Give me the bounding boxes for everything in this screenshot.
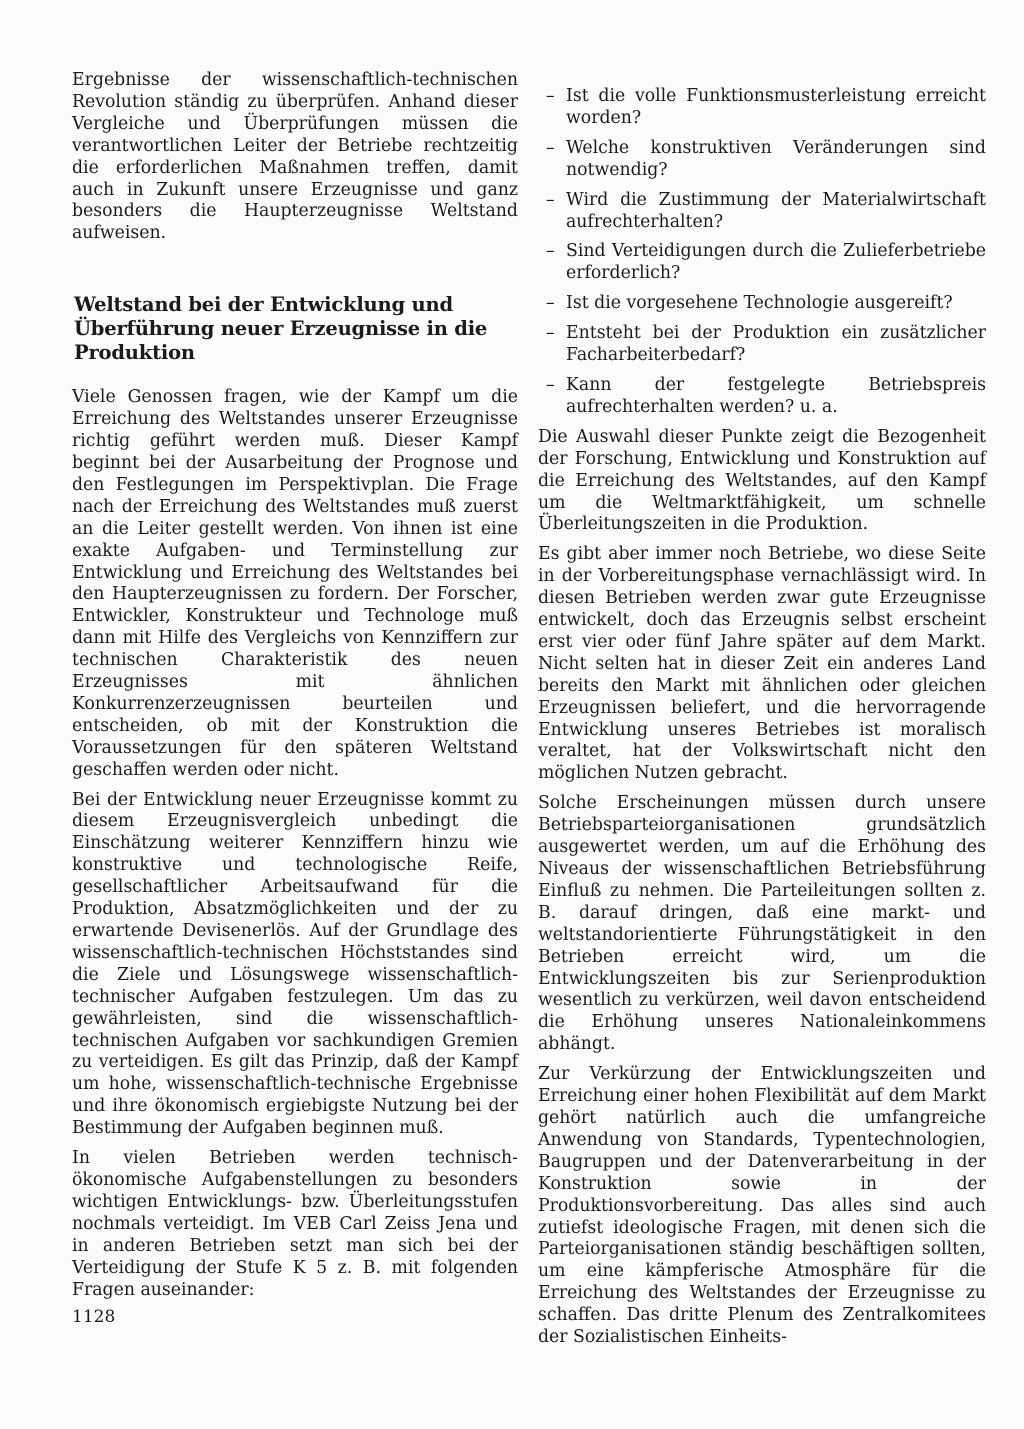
paragraph: Es gibt aber immer noch Betriebe, wo diese Seite in der Vorbereitungsphase vernachlässigt wird. In diesen Betrieben werden zwar gute Erzeugnisse entwickelt, doch das Erzeugnis selbst erscheint erst vier oder fünf Jahre später auf dem Markt. Nicht selten hat in dieser Zeit ein anderes Land bereits den Markt mit ähnlichen oder gleichen Erzeugnissen beliefert, und die hervorragende Entwicklung unseres Betriebes ist moralisch veraltet, hat der Volkswirtschaft nicht den möglichen Nutzen gebracht. [538, 544, 986, 784]
list-item: – Ist die volle Funktionsmusterleistung erreicht worden? [538, 86, 986, 130]
question-list [538, 86, 986, 419]
left-column [72, 70, 518, 1309]
paragraph: Solche Erscheinungen müssen durch unsere Betriebsparteiorganisationen grundsätzlich ausgewertet werden, um auf die Erhöhung des Niveaus der wissenschaftlichen Betriebsführung Einfluß zu nehmen. Die Parteileitungen sollten z. B. darauf dringen, daß eine markt- und weltstandorientierte Führungstätigkeit in den Betrieben erreicht wird, um die Entwicklungszeiten bis zur Serienproduktion wesentlich zu verkürzen, weil davon entscheidend die Erhöhung unseres Nationaleinkommens abhängt. [538, 793, 986, 1055]
paragraph: Viele Genossen fragen, wie der Kampf um die Erreichung des Weltstandes unserer Erzeugnisse richtig geführt werden muß. Dieser Kampf beginnt bei der Ausarbeitung der Prognose und den Festlegungen im Perspektivplan. Die Frage nach der Erreichung des Weltstandes muß zuerst an die Leiter gestellt werden. Von ihnen ist eine exakte Aufgaben- und Terminstellung zur Entwicklung und Erreichung des Weltstandes bei den Haupterzeugnissen zu fordern. Der Forscher, Entwickler, Konstrukteur und Technologe muß dann mit Hilfe des Vergleichs von Kennziffern zur technischen Charakteristik des neuen Erzeugnisses mit ähnlichen Konkurrenzerzeugnissen beurteilen und entscheiden, ob mit der Konstruktion die Voraussetzungen für den späteren Weltstand geschaffen werden oder nicht. [72, 387, 518, 780]
list-item: – Welche konstruktiven Veränderungen sind notwendig? [538, 138, 986, 182]
intro-paragraph: Ergebnisse der wissenschaftlich-technischen Revolution ständig zu überprüfen. Anhand dieser Vergleiche und Überprüfungen müssen die verantwortlichen Leiter der Betriebe rechtzeitig die erforderlichen Maßnahmen treffen, damit auch in Zukunft unsere Erzeugnisse und ganz besonders die Haupterzeugnisse Weltstand aufweisen. [72, 70, 518, 244]
list-item: – Ist die vorgesehene Technologie ausgereift? [538, 293, 986, 315]
list-item: – Wird die Zustimmung der Materialwirtschaft aufrechterhalten? [538, 190, 986, 234]
list-item: – Sind Verteidigungen durch die Zulieferbetriebe erforderlich? [538, 241, 986, 285]
section-heading: Weltstand bei der Entwicklung und Überführung neuer Erzeugnisse in die Produktion [74, 293, 488, 365]
paragraph: Bei der Entwicklung neuer Erzeugnisse kommt zu diesem Erzeugnisvergleich unbedingt die Einschätzung weiterer Kennziffern hinzu wie konstruktive und technologische Reife, gesellschaftlicher Arbeitsaufwand für die Produktion, Absatzmöglichkeiten und der zu erwartende Devisenerlös. Auf der Grundlage des wissenschaftlich-technischen Höchststandes sind die Ziele und Lösungswege wissenschaftlich-technischer Aufgaben festzulegen. Um das zu gewährleisten, sind die wissenschaftlich-technischen Aufgaben vor sachkundigen Gremien zu verteidigen. Es gilt das Prinzip, daß der Kampf um hohe, wissenschaftlich-technische Ergebnisse und ihre ökonomisch ergiebigste Nutzung bei der Bestimmung der Aufgaben beginnen muß. [72, 789, 518, 1139]
list-item: – Kann der festgelegte Betriebspreis aufrechterhalten werden? u. a. [538, 375, 986, 419]
paragraph: In vielen Betrieben werden technisch-ökonomische Aufgabenstellungen zu besonders wichtigen Entwicklungs- bzw. Überleitungsstufen nochmals verteidigt. Im VEB Carl Zeiss Jena und in anderen Betrieben setzt man sich bei der Verteidigung der Stufe K 5 z. B. mit folgenden Fragen auseinander: [72, 1148, 518, 1300]
paragraph: Die Auswahl dieser Punkte zeigt die Bezogenheit der Forschung, Entwicklung und Konstruktion auf die Erreichung des Weltstandes, auf den Kampf um die Weltmarktfähigkeit, um schnelle Überleitungszeiten in die Produktion. [538, 426, 986, 535]
list-item: – Entsteht bei der Produktion ein zusätzlicher Facharbeiterbedarf? [538, 323, 986, 367]
paragraph: Zur Verkürzung der Entwicklungszeiten und Erreichung einer hohen Flexibilität auf dem Markt gehört natürlich auch die umfangreiche Anwendung von Standards, Typentechnologien, Baugruppen und der Datenverarbeitung in der Konstruktion sowie in der Produktionsvorbereitung. Das alles sind auch zutiefst ideologische Fragen, mit denen sich die Parteiorganisationen ständig beschäftigen sollten, um eine kämpferische Atmosphäre für die Erreichung des Weltstandes der Erzeugnisse zu schaffen. Das dritte Plenum des Zentralkomitees der Sozialistischen Einheits- [538, 1064, 986, 1348]
page-number: 1128 [72, 1307, 116, 1327]
right-column [538, 86, 986, 1357]
